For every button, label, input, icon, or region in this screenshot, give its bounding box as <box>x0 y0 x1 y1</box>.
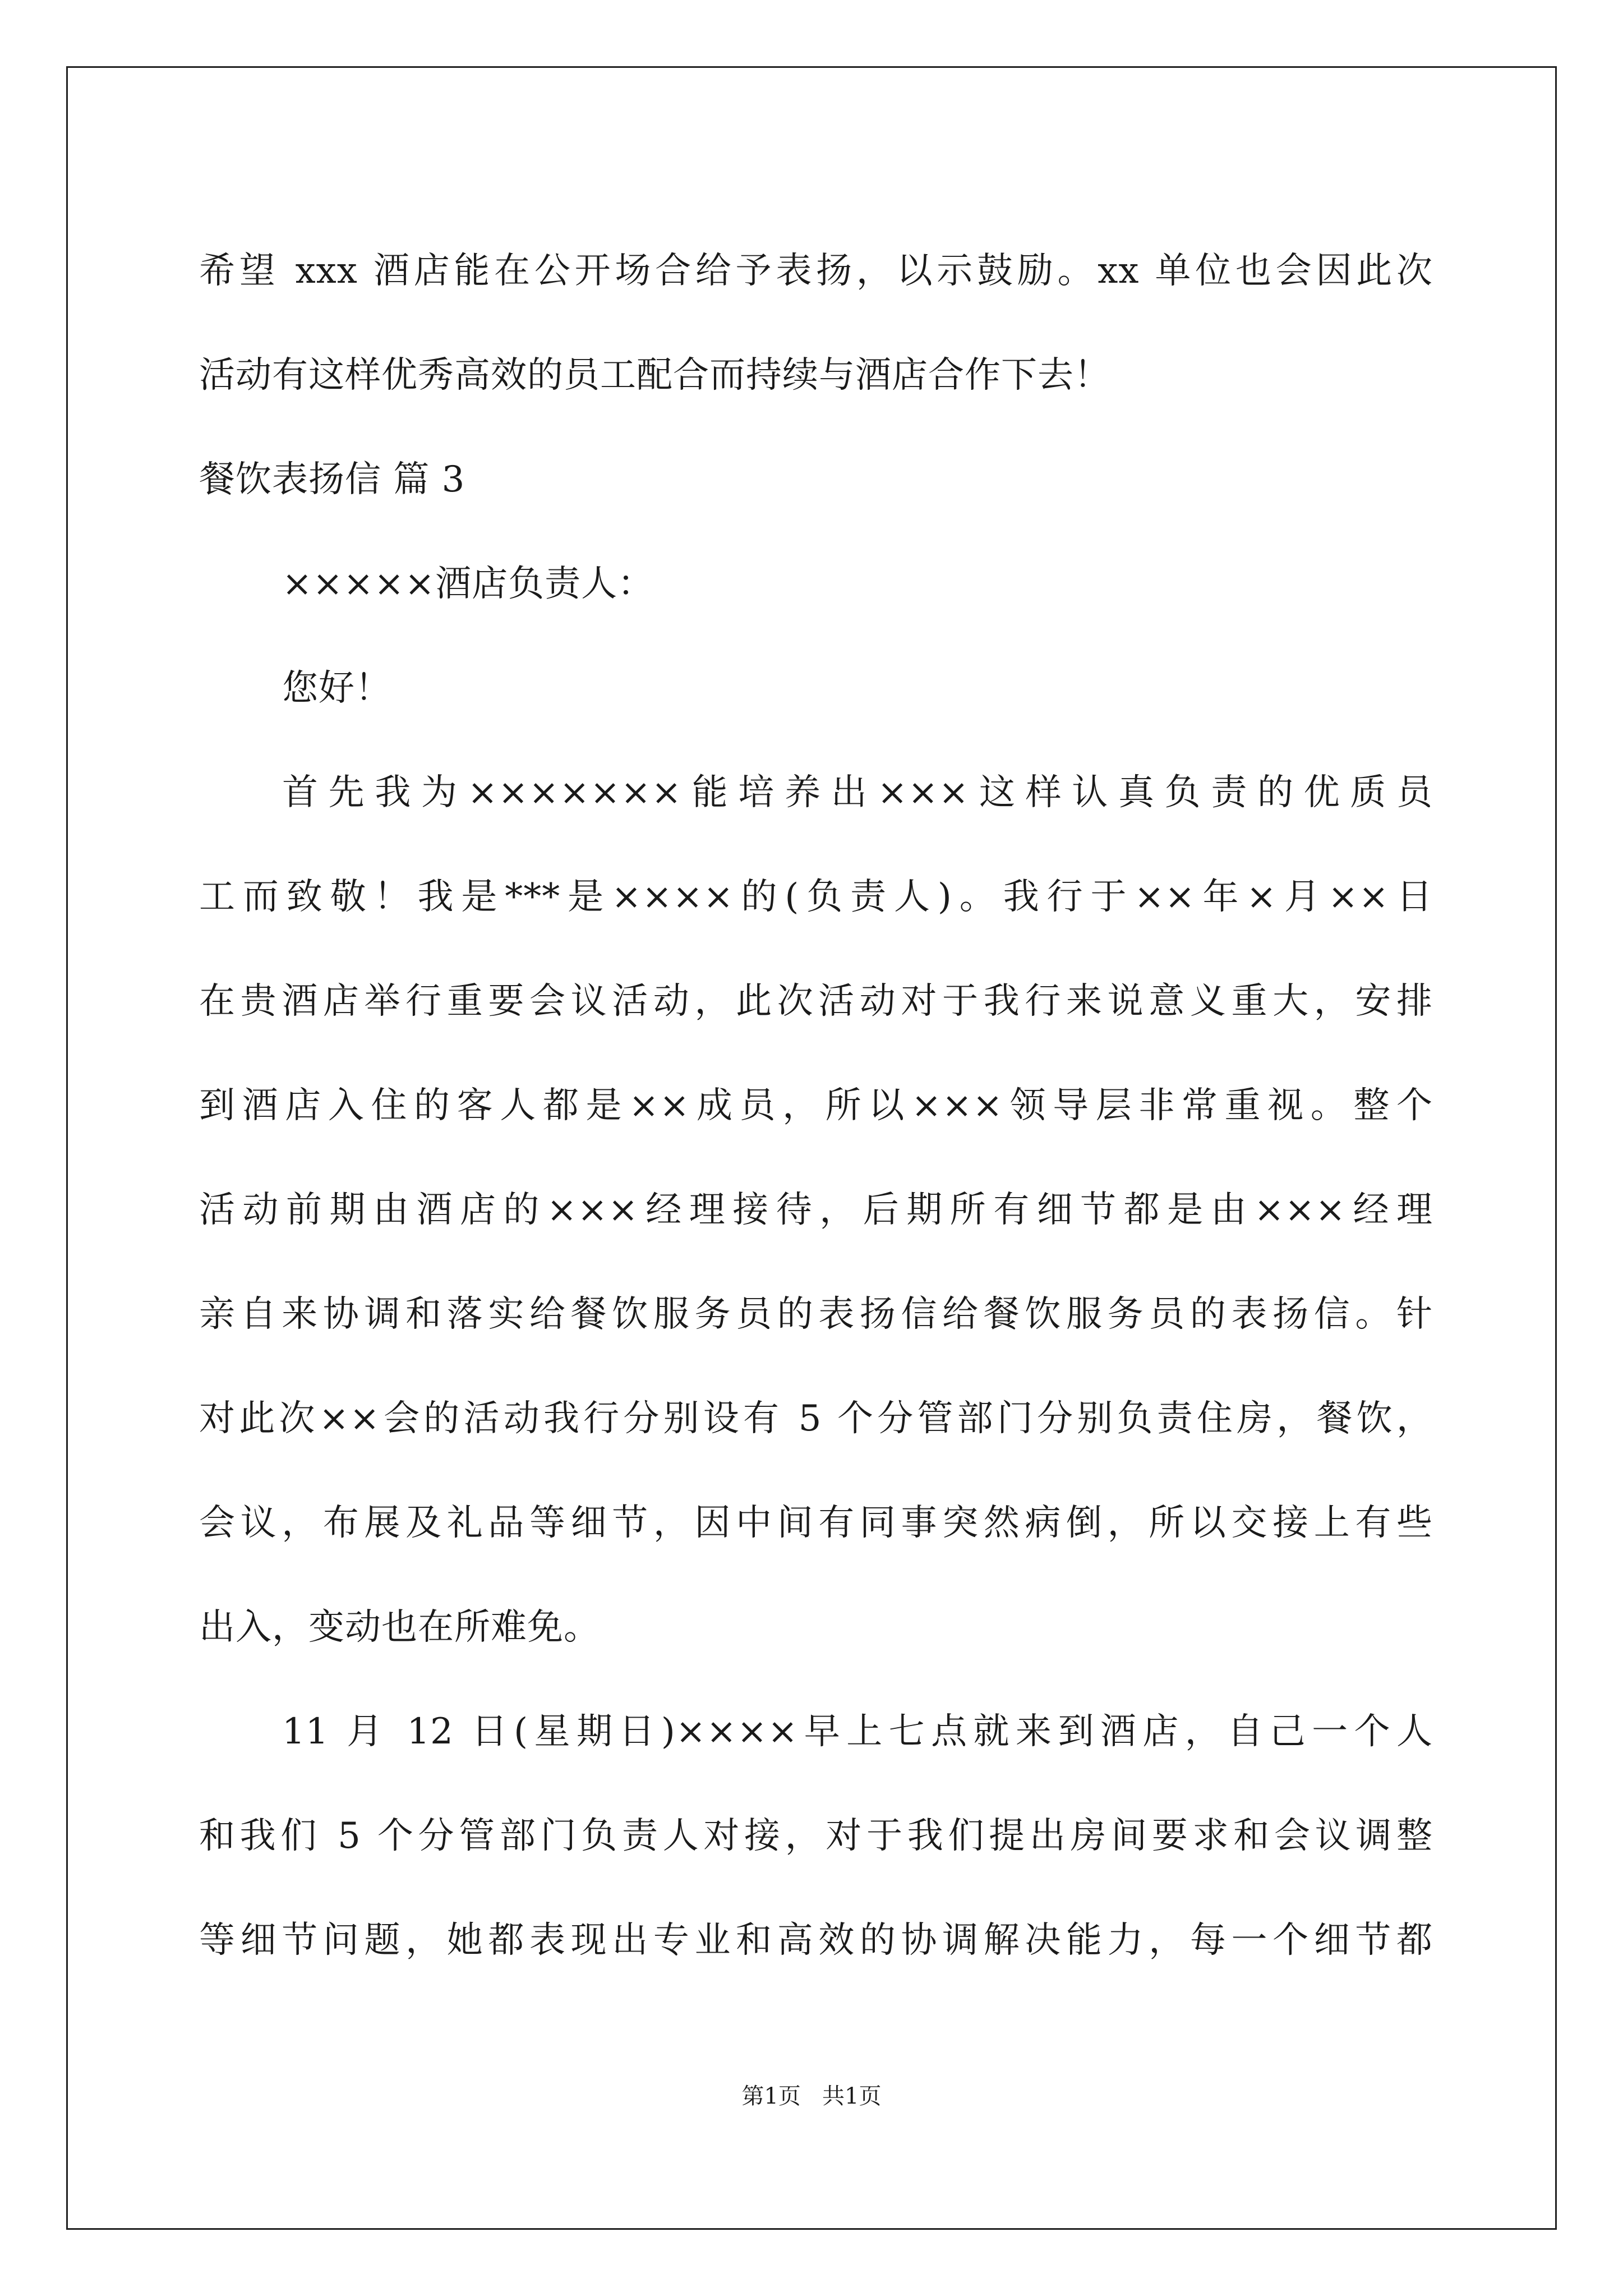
text-line: 到酒店入住的客人都是××成员，所以×××领导层非常重视。整个 <box>199 1085 1433 1126</box>
text-line: 对此次××会的活动我行分别设有 5 个分管部门分别负责住房，餐饮， <box>199 1398 1433 1439</box>
text-line: 在贵酒店举行重要会议活动，此次活动对于我行来说意义重大，安排 <box>199 981 1433 1022</box>
text-line: 出入，变动也在所难免。 <box>199 1607 600 1648</box>
text-line: 等细节问题，她都表现出专业和高效的协调解决能力，每一个细节都 <box>199 1920 1433 1961</box>
text-line: 希望 xxx 酒店能在公开场合给予表扬，以示鼓励。xx 单位也会因此次 <box>199 250 1433 292</box>
section-heading: 餐饮表扬信 篇 3 <box>199 459 465 500</box>
text-line: 11 月 12 日(星期日)××××早上七点就来到酒店，自己一个人 <box>282 1711 1433 1752</box>
text-line: 活动前期由酒店的×××经理接待，后期所有细节都是由×××经理 <box>199 1189 1433 1231</box>
text-line: 活动有这样优秀高效的员工配合而持续与酒店合作下去！ <box>199 355 1110 396</box>
text-line: 会议，布展及礼品等细节，因中间有同事突然病倒，所以交接上有些 <box>199 1502 1433 1544</box>
greeting: 您好！ <box>282 668 391 709</box>
page-footer: 第1页 共1页 <box>741 2083 882 2109</box>
text-line: 首先我为×××××××能培养出×××这样认真负责的优质员 <box>282 772 1433 813</box>
text-line: 工而致敬！我是***是××××的(负责人)。我行于××年×月××日 <box>199 876 1433 918</box>
document-body <box>199 219 1433 1993</box>
salutation: ×××××酒店负责人： <box>282 563 654 605</box>
text-line: 和我们 5 个分管部门负责人对接，对于我们提出房间要求和会议调整 <box>199 1815 1433 1857</box>
text-line: 亲自来协调和落实给餐饮服务员的表扬信给餐饮服务员的表扬信。针 <box>199 1294 1433 1335</box>
